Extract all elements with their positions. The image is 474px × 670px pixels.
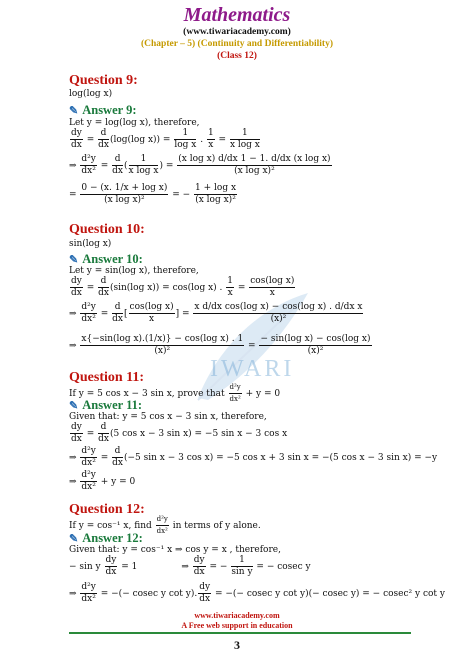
frac-num: d²y [81,154,96,164]
frac-den: x [227,288,233,298]
math-text: in terms of y alone. [169,521,261,531]
math-text: 1 − 1. [240,154,269,164]
answer-12-line-3: ⇒ $\frac{\text{d²y}}{\text{dx²}}$ = −(− cosec y cot y). $\frac{dy}{dx}$ = −(− cosec y cot y)(− cosec y) = − cosec² y cot y [69,582,445,604]
frac-den: (x)² [270,314,287,324]
frac-num: 1 [231,555,252,567]
frac-den: dx [71,140,82,150]
frac-den: dx [112,166,124,176]
frac-den: (x)² [307,346,324,356]
frac-num: d [112,446,123,458]
math-text: = [100,161,109,171]
math-text: = − [206,562,231,572]
math-text: ⇒ [181,562,192,572]
answer-11-line-3: ⇒ $\frac{\text{d²y}}{\text{dx²}}$ = $\frac{d}{dx}$ (−5 sin x − 3 cos x) = −5 cos x + 3 sin x = −(5 cos x − 3 sin x) = −y [69,446,438,468]
frac-den: log x [174,140,197,150]
question-10-text: sin(log x) [69,239,112,249]
frac-num: − sin(log x) − cos(log x) [260,334,371,344]
math-text: − sin y [69,562,104,572]
frac-num: d²y [81,582,96,592]
math-text: + y = 0 [97,477,136,487]
answer-10-label: Answer 10: [82,252,143,266]
math-text: (log(log x)) = [109,135,174,145]
math-text: = − [169,190,194,200]
math-text: 0 − (x. [81,183,112,193]
frac-num: d [98,276,109,288]
frac-num: 1 [129,154,159,166]
pen-icon: ✎ [69,105,79,117]
math-text: d/dx [271,154,291,164]
frac-num: 1 + log x [195,183,237,193]
math-text: If y = cos⁻¹ x, find [69,521,155,531]
frac-num: dy [71,128,82,138]
frac-num: 1 [230,128,260,140]
question-9-title: Question 9: [69,73,138,88]
frac-den: (x log x)² [195,195,236,205]
math-text: (5 cos x − 3 sin x) = −5 sin x − 3 cos x [109,429,288,439]
footer-tagline: A Free web support in education [181,621,293,630]
math-text: + log x) [131,183,168,193]
math-text: . [197,135,206,145]
footer-divider [69,632,411,634]
question-9-text: log(log x) [69,89,113,99]
frac-den: dx [98,434,109,444]
answer-10-line-3: ⇒ $\frac{\text{d²y}}{\text{dx²}}$ = $\frac{d}{dx}$ [ $\frac{\text{cos(log x)}}{x}$ ] = $\frac{\text{x d/dx cos(log x) − cos(log x) . d/dx x}}{\text{(x)²}}$ [69,302,363,324]
math-text: (x log x) [178,154,216,164]
math-text: = [100,309,109,319]
answer-12-line-2 [69,555,311,578]
math-text: If y = 5 cos x − 3 sin x, prove that [69,389,228,399]
answer-9-line-2 [69,128,261,151]
answer-9-title [69,103,137,118]
header-website: (www.tiwariacademy.com) [183,27,291,37]
frac-den: dx [98,140,109,150]
frac-num: 1 [174,128,196,140]
frac-num: d²y [156,514,169,526]
frac-num: d [112,302,123,314]
page-title: Mathematics [183,4,291,26]
math-text: (−5 sin x − 3 cos x) = −5 cos x + 3 sin x = −(5 cos x − 3 sin x) = −y [123,453,438,463]
pen-icon: ✎ [69,400,79,412]
frac-num: dy [105,555,117,565]
frac-den: dx² [156,527,168,535]
answer-10-line-1: Let y = sin(log x), therefore, [69,266,199,276]
answer-11-line-4: ⇒ $\frac{\text{d²y}}{\text{dx²}}$ + y = 0 [69,470,136,492]
frac-den: (x)² [154,346,171,356]
frac-den: dx² [81,458,96,468]
math-text: = [83,135,98,145]
math-text: (x log x) [293,154,331,164]
frac-den: x log x [229,140,260,150]
page-header [0,4,474,62]
frac-den: x log x [128,166,159,176]
frac-den: dx [71,288,82,298]
frac-den: x [208,140,214,150]
math-text: (sin(log x)) = cos(log x) . [109,283,226,293]
answer-9-line-1: Let y = log(log x), therefore, [69,118,200,128]
frac-num: d²y [229,382,242,394]
answer-10-line-2 [69,276,296,299]
question-11-title: Question 11: [69,370,145,385]
question-12-title: Question 12: [69,502,145,517]
answer-11-line-2 [69,422,287,445]
math-text: = −(− cosec y cot y). [97,589,198,599]
answer-9-label: Answer 9: [82,103,137,117]
frac-num: 1 [227,276,233,286]
frac-den: dx² [81,314,96,324]
header-chapter: (Chapter – 5) (Continuity and Differentiability) [140,39,334,49]
frac-den: dx [112,314,124,324]
frac-den: dx [112,458,123,468]
math-text: = [97,453,112,463]
math-text: + y = 0 [242,389,281,399]
math-text: 1/x [114,183,129,193]
frac-den: dx [105,567,117,577]
frac-den: dx [71,434,82,444]
frac-den: sin y [231,567,253,577]
answer-9-line-4: = $\frac{\text{0 − (x. 1/x + log x)}}{\text{(x log x)²}}$ = − $\frac{\text{1 + log x}}{\text{(x log x)²}}$ [69,183,237,205]
frac-den: dx [98,288,109,298]
frac-den: x [269,288,275,298]
frac-den: (x log x)² [104,195,145,205]
frac-den: dx² [81,482,96,492]
frac-num: dy [193,555,205,565]
answer-11-label: Answer 11: [82,398,143,412]
frac-den: x [149,314,155,324]
footer-url[interactable]: www.tiwariacademy.com [194,611,280,620]
frac-num: cos(log x) [129,302,174,312]
answer-11-line-1: Given that: y = 5 cos x − 3 sin x, therefore, [69,412,267,422]
frac-num: d [98,128,109,140]
frac-den: dx² [81,166,96,176]
frac-num: 1 [207,128,214,138]
frac-num: x d/dx cos(log x) − cos(log x) . d/dx x [194,302,363,312]
math-text: d/dx [218,154,238,164]
answer-12-label: Answer 12: [82,531,143,545]
frac-num: d [112,154,123,166]
frac-num: d [98,422,109,434]
frac-den: dx² [81,594,96,604]
frac-num: d²y [81,302,96,312]
pen-icon: ✎ [69,254,79,266]
frac-den: (x log x)² [234,166,275,176]
math-text: = [234,283,249,293]
math-text: = [215,135,229,145]
frac-num: cos(log x) [250,276,295,286]
question-10-title: Question 10: [69,222,145,237]
frac-den: dx [199,594,211,604]
frac-num: dy [71,276,82,286]
frac-den: dx² [229,395,241,403]
math-text: = [179,309,193,319]
math-text: = 1 [118,562,138,572]
frac-num: d²y [81,446,96,456]
math-text: = [83,429,98,439]
answer-12-line-1: Given that: y = cos⁻¹ x ⇒ cos y = x , therefore, [69,545,281,555]
math-text: = [83,283,98,293]
watermark-text: IWARI [210,356,295,382]
math-text: = − cosec y [253,562,311,572]
page-number: 3 [234,638,240,652]
answer-10-line-4: ⇒ $\frac{\text{x\{−sin(log x).(1/x)\} − cos(log x) . 1}}{\text{(x)²}}$ = $\frac{\text{− sin(log x) − cos(log x)}}{\text{(x)²}}$ [69,334,371,356]
answer-9-line-3: ⇒ $\frac{\text{d²y}}{\text{dx²}}$ = $\frac{d}{dx}$ ( $\frac{1}{\text{x log x}}$ ) = $\frac{\text{(x log x) d/dx 1 − 1. d/dx (x log x)}}{\text{(x log x)²}}$ [69,154,331,176]
frac-num: d²y [81,470,96,480]
math-text: = −(− cosec y cot y)(− cosec y) = − cosec² y cot y [212,589,445,599]
header-class: (Class 12) [217,51,257,61]
frac-num: dy [71,422,82,432]
pen-icon: ✎ [69,533,79,545]
frac-num: x{−sin(log x).(1/x)} − cos(log x) . 1 [81,334,244,344]
frac-den: dx [193,567,205,577]
frac-num: dy [199,582,211,592]
math-text: = [245,341,259,351]
